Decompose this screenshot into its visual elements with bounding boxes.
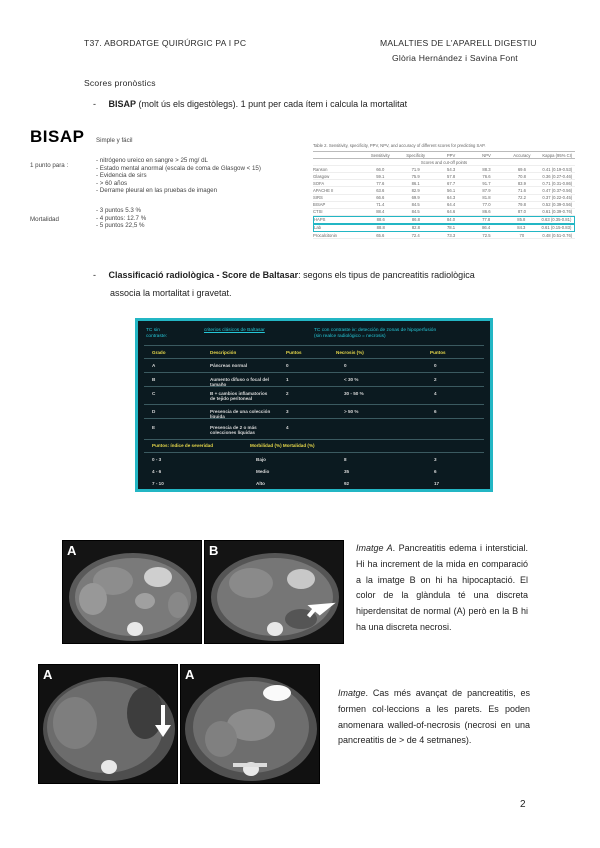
table-header-cell: Kappa (95% CI) xyxy=(542,152,573,158)
table-header-cell: NPV xyxy=(482,152,491,158)
table-cell: 70.8 xyxy=(517,173,526,179)
bisap-item: - Derrame pleural en las pruebas de imagen xyxy=(96,187,218,195)
table-cell: 88.8 xyxy=(376,225,385,231)
table-cell: 87.9 xyxy=(482,188,491,194)
table-cell: 54.3 xyxy=(447,166,456,172)
table-cell: 82.8 xyxy=(411,225,420,231)
table-cell: 65.6 xyxy=(376,232,385,238)
table-subheader: Scores and cut-off points xyxy=(313,159,575,166)
balt-footer-cell: 6 xyxy=(434,469,437,474)
balt-cell: 0 xyxy=(286,363,289,368)
table-cell: 63.6 xyxy=(376,188,385,194)
table-cell: SOFA xyxy=(313,180,325,186)
table-caption: Table 2. Sensitivity, specificity, PPV, NPV, and accuracy of different scores for predicting SAP. xyxy=(313,143,486,148)
table-cell: 83.9 xyxy=(517,180,526,186)
header-right-authors: Glòria Hernández i Savina Font xyxy=(392,53,518,63)
table-cell: 0.71 (0.31-0.86) xyxy=(542,180,573,186)
balt-cell: C xyxy=(152,391,156,396)
table-cell: 86.1 xyxy=(411,180,420,186)
table-body xyxy=(313,166,575,239)
ct-image-a xyxy=(62,540,202,644)
balt-cell: 3 xyxy=(286,409,289,414)
balt-cell: Presencia de una colección líquida xyxy=(210,409,271,420)
table-cell: 64.6 xyxy=(447,209,456,215)
table-cell: 64.3 xyxy=(447,195,456,201)
balt-cell: Presencia de 2 o más colecciones líquidas xyxy=(210,425,257,436)
balt-cell: Páncreas normal xyxy=(210,363,248,368)
table-cell: 56.1 xyxy=(447,188,456,194)
table-row xyxy=(313,202,575,209)
divider xyxy=(144,404,484,405)
ct-scan-graphic xyxy=(63,541,201,643)
balt-footer-cell: Alto xyxy=(256,481,265,486)
table-cell: 88.4 xyxy=(376,209,385,215)
bisap-items xyxy=(96,157,261,195)
table-cell: 64.4 xyxy=(447,202,456,208)
table-cell: 71.9 xyxy=(411,166,420,172)
ct-scan-graphic xyxy=(39,665,177,783)
table-cell: 0.36 (0.27-0.46) xyxy=(542,173,573,179)
table-cell: CTSI xyxy=(313,209,323,215)
bisap-points-label: 1 punto para : xyxy=(30,162,69,169)
table-row xyxy=(313,180,575,187)
table-cell: 69.9 xyxy=(411,195,420,201)
balt-cell: > 50 % xyxy=(344,409,359,414)
table-cell: 75.9 xyxy=(411,173,420,179)
table-cell: Glasgow xyxy=(313,173,330,179)
table-cell: HAPS xyxy=(314,217,326,223)
table-cell: 77.6 xyxy=(376,180,385,186)
divider xyxy=(144,418,484,419)
balt-footer-cell: 3 xyxy=(434,457,437,462)
baltasar-bold: Classificació radiològica - Score de Baltasar xyxy=(108,270,299,280)
image-label-b: B xyxy=(209,543,219,558)
header-left: T37. ABORDATGE QUIRÚRGIC PA I PC xyxy=(84,38,247,48)
ct-scan-graphic xyxy=(205,541,343,643)
balt-footer-cell: 35 xyxy=(344,469,350,474)
divider xyxy=(144,386,484,387)
bisap-bullet xyxy=(93,99,407,109)
table-cell: 0.61 (0.39-0.76) xyxy=(542,209,573,215)
balt-cell: 2 xyxy=(434,377,437,382)
bisap-mortality-list xyxy=(96,207,146,230)
baltasar-text-1: : segons els tipus de pancreatitis radiològica xyxy=(298,270,475,280)
bisap-title: BISAP xyxy=(30,127,85,146)
balt-footer-cell: Bajo xyxy=(256,457,266,462)
divider xyxy=(144,372,484,373)
table-cell: 72.4 xyxy=(411,232,420,238)
balt-footer-cell: 7 - 10 xyxy=(152,481,164,486)
table-cell: 72.5 xyxy=(482,232,491,238)
bisap-mortality-item: - 3 puntos 5.3 % xyxy=(96,207,142,214)
balt-footer-cell: 0 - 3 xyxy=(152,457,162,462)
divider xyxy=(144,345,484,346)
table-row xyxy=(313,166,575,173)
table-header-cell: PPV xyxy=(446,152,456,158)
balt-header: Puntos xyxy=(430,350,446,355)
balt-cell: A xyxy=(152,363,156,368)
bisap-text: (molt ús els digestòlegs). 1 punt per cada ítem i calcula la mortalitat xyxy=(136,99,408,109)
balt-cell: B + cambios inflamatorios de tejido peritoneal xyxy=(210,391,268,402)
balt-cell: 30 - 50 % xyxy=(344,391,364,396)
divider xyxy=(144,452,484,453)
table-cell: 0.47 (0.37-0.56) xyxy=(542,188,573,194)
ct-image-b xyxy=(204,540,344,644)
table-cell: 0.37 (0.22-0.45) xyxy=(542,195,573,201)
table-row xyxy=(313,173,575,180)
bullet-dash: - xyxy=(93,99,96,109)
table-cell: 86.8 xyxy=(411,217,420,223)
caption-text: . Cas més avançat de pancreatitis, es formen col·leccions a les parets. Es poden anomenara walled-of-necrosis (necrosi en una pancreatitis de > de 4 setmanes). xyxy=(338,688,530,746)
balt-footer-cell: 4 - 6 xyxy=(152,469,162,474)
figure2-caption xyxy=(338,686,530,749)
bisap-item: - Evidencia de sirs xyxy=(96,172,147,180)
balt-header: Necrosis (%) xyxy=(336,350,364,355)
ct-image-c xyxy=(38,664,178,784)
table-header-row xyxy=(313,151,575,159)
bisap-mortality-item: - 5 puntos 22,5 % xyxy=(96,222,145,230)
table-row xyxy=(313,224,575,232)
balt-cell: 6 xyxy=(434,409,437,414)
divider xyxy=(144,358,484,359)
balt-cell: 0 xyxy=(434,363,437,368)
table-cell: 0.41 (0.19-0.53) xyxy=(542,166,573,172)
table-cell: 66.0 xyxy=(376,166,385,172)
table-cell: Ranson xyxy=(313,166,328,172)
table-cell: 88.6 xyxy=(376,217,385,223)
table-cell: 57.8 xyxy=(447,173,456,179)
table-cell: 86.6 xyxy=(482,209,491,215)
table-cell: 77.8 xyxy=(482,217,491,223)
table-cell: 87.0 xyxy=(517,209,526,215)
bisap-figure xyxy=(28,125,578,240)
balt-header: Grado xyxy=(152,350,166,355)
page-number: 2 xyxy=(520,799,526,810)
table-cell: Lab xyxy=(314,225,321,231)
table-cell: Procalcitonin xyxy=(313,232,337,238)
table-header-cell: Accuracy xyxy=(513,152,531,158)
table-cell: 71.4 xyxy=(376,202,385,208)
header-right-title: MALALTIES DE L'APARELL DIGESTIU xyxy=(380,38,537,48)
balt-footer-cell: 92 xyxy=(344,481,350,486)
table-cell: 67.7 xyxy=(447,180,456,186)
table-cell: 82.9 xyxy=(411,188,420,194)
image-label-a: A xyxy=(185,667,195,682)
table-cell: 81.8 xyxy=(482,195,491,201)
balt-footer-cell: 8 xyxy=(344,457,347,462)
table-cell: 69.6 xyxy=(517,166,526,172)
table-cell: 70 xyxy=(519,232,525,238)
balt-cell: E xyxy=(152,425,156,430)
table-cell: 0.63 (0.35-0.81) xyxy=(541,217,572,223)
balt-cell: 4 xyxy=(434,391,437,396)
table-cell: 79.8 xyxy=(517,202,526,208)
bisap-comparison-table xyxy=(313,143,575,239)
table-cell: 88.3 xyxy=(482,166,491,172)
balt-footer-header: Morbilidad (%) Mortalidad (%) xyxy=(250,443,315,448)
table-row xyxy=(313,209,575,216)
balt-cell: Aumento difuso o focal del tamaño xyxy=(210,377,269,388)
bisap-item: - Estado mental anormal (escala de coma de Glasgow < 15) xyxy=(96,164,261,172)
table-cell: 84.0 xyxy=(446,217,456,223)
figure1-caption xyxy=(356,541,528,636)
table-cell: 0.52 (0.39-0.56) xyxy=(542,202,573,208)
table-cell: 66.6 xyxy=(376,195,385,201)
table-cell: 77.0 xyxy=(482,202,491,208)
bisap-subtitle: Simple y fácil xyxy=(96,137,133,144)
balt-footer-cell: Medio xyxy=(256,469,270,474)
balt-cell: D xyxy=(152,409,156,414)
baltasar-table xyxy=(135,318,493,492)
caption-italic: Imatge xyxy=(338,688,366,698)
divider xyxy=(144,439,484,440)
section-title: Scores pronòstics xyxy=(84,78,156,88)
table-cell: 91.7 xyxy=(482,180,491,186)
table-row xyxy=(313,187,575,194)
table-row xyxy=(313,195,575,202)
balt-cell: 0 xyxy=(344,363,347,368)
bisap-item: - nitrógeno ureico en sangre > 25 mg/ dL xyxy=(96,157,208,164)
table-cell: 84.5 xyxy=(411,202,420,208)
balt-top-right: TC con contraste iv: detección de zonas de hipoperfusión (sin realce radiológico = necrosis) xyxy=(314,328,437,339)
caption-text: . Pancreatitis edema i intersticial. Hi ha increment de la mida en comparació a la imatge B on hi ha hipocaptació. El color de la glàndula té una discreta hiperdensitat de normal (A) però en la B hi ha una discreta necrosi. xyxy=(356,543,528,632)
balt-cell: 1 xyxy=(286,377,289,382)
table-row xyxy=(313,216,575,224)
table-cell: SIRS xyxy=(313,195,323,201)
bisap-bold: BISAP xyxy=(108,99,137,109)
balt-header: Puntos xyxy=(286,350,302,355)
table-cell: 78.1 xyxy=(446,225,456,231)
table-cell: 85.8 xyxy=(517,217,526,223)
baltasar-text-2: associa la mortalitat i gravetat. xyxy=(110,288,232,298)
baltasar-bullet xyxy=(93,270,475,280)
table-cell: 84.5 xyxy=(411,209,420,215)
balt-cell: 2 xyxy=(286,391,289,396)
table-cell: APACHE II xyxy=(313,188,334,194)
table-cell: 0.48 (0.51-0.76) xyxy=(542,232,573,238)
table-row xyxy=(313,232,575,239)
table-cell: 73.3 xyxy=(447,232,456,238)
balt-top-mid: criterios clásicos de Baltasar xyxy=(204,328,265,333)
table-cell: 84.3 xyxy=(517,225,526,231)
balt-header: Descripción xyxy=(210,350,237,355)
table-header-cell: Specificity xyxy=(406,152,426,158)
caption-italic: Imatge A xyxy=(356,543,393,553)
balt-footer-cell: 17 xyxy=(434,481,440,486)
balt-cell: 4 xyxy=(286,425,289,430)
image-label-a: A xyxy=(67,543,77,558)
table-cell: 76.6 xyxy=(482,173,491,179)
table-cell: 72.2 xyxy=(517,195,526,201)
balt-cell: < 30 % xyxy=(344,377,359,382)
bisap-item: - > 60 años xyxy=(96,179,128,187)
balt-footer-header: Puntos: índice de severidad xyxy=(152,443,214,448)
table-cell: 59.1 xyxy=(376,173,385,179)
table-cell: 0.61 (0.15-0.83) xyxy=(541,225,572,231)
ct-image-d xyxy=(180,664,320,784)
table-header-cell: Sensitivity xyxy=(370,152,390,158)
image-label-a: A xyxy=(43,667,53,682)
table-cell: 86.4 xyxy=(482,225,491,231)
table-cell: 71.6 xyxy=(517,188,526,194)
balt-top-left: TC sin contraste: xyxy=(146,328,168,339)
ct-scan-graphic xyxy=(181,665,319,783)
bisap-mortality-label: Mortalidad xyxy=(30,216,59,223)
balt-cell: B xyxy=(152,377,156,382)
table-cell: BISAP xyxy=(313,202,326,208)
bisap-mortality-item: - 4 puntos: 12.7 % xyxy=(96,214,147,222)
bullet-dash: - xyxy=(93,270,96,280)
